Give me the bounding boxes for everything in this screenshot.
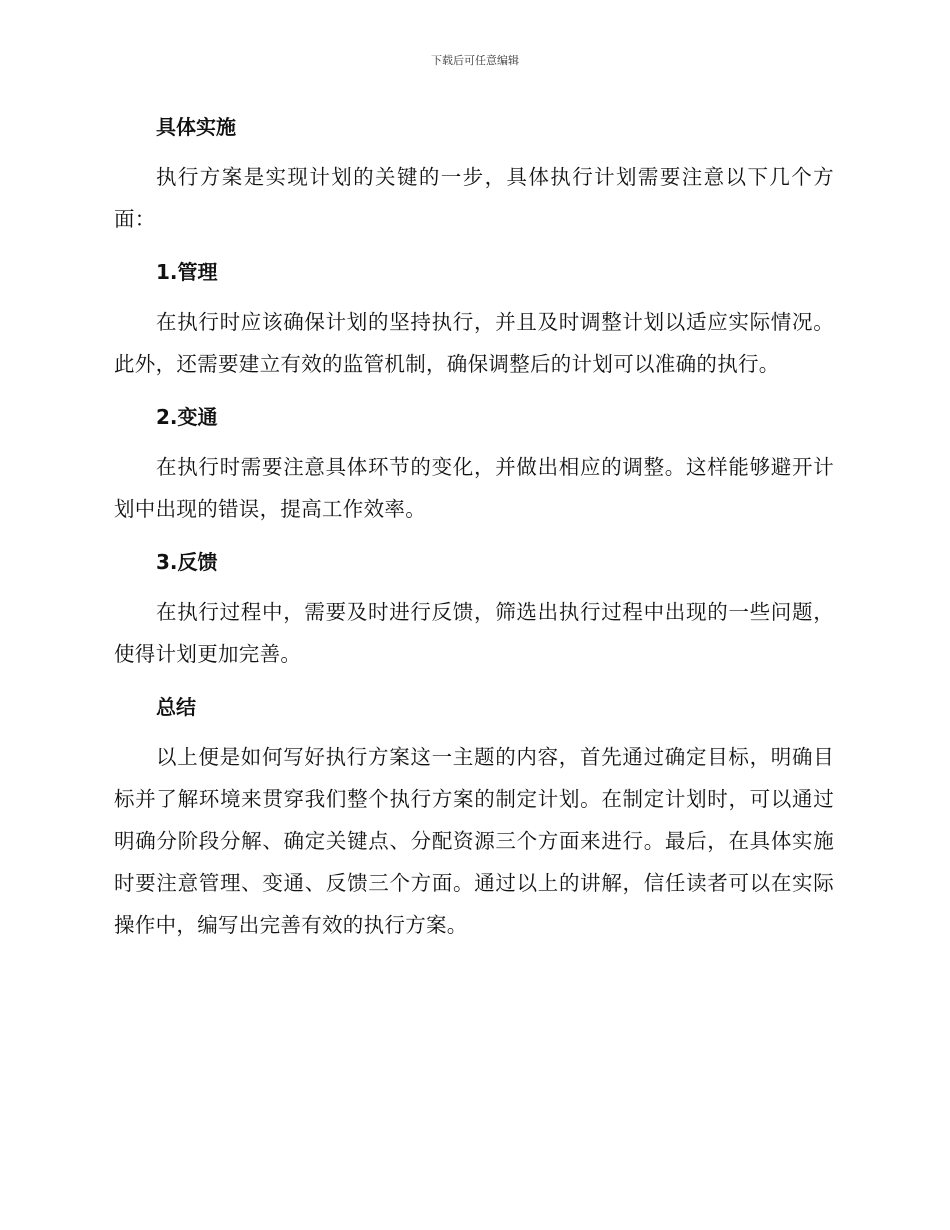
section-heading-management: 1.管理	[156, 260, 218, 284]
section-heading-flexibility: 2.变通	[156, 405, 218, 429]
paragraph-implementation-intro: 执行方案是实现计划的关键的一步，具体执行计划需要注意以下几个方面：	[114, 165, 834, 231]
document-body	[114, 106, 834, 957]
section-heading-feedback: 3.反馈	[156, 550, 218, 574]
paragraph-summary: 以上便是如何写好执行方案这一主题的内容，首先通过确定目标，明确目标并了解环境来贯穿我们整个执行方案的制定计划。在制定计划时，可以通过明确分阶段分解、确定关键点、分配资源三个方面来进行。最后，在具体实施时要注意管理、变通、反馈三个方面。通过以上的讲解，信任读者可以在实际操作中，编写出完善有效的执行方案。	[114, 745, 834, 937]
section-heading-implementation: 具体实施	[156, 115, 236, 139]
paragraph-feedback: 在执行过程中，需要及时进行反馈，筛选出执行过程中出现的一些问题，使得计划更加完善。	[114, 600, 834, 666]
section-heading-summary: 总结	[156, 695, 196, 719]
paragraph-flexibility: 在执行时需要注意具体环节的变化，并做出相应的调整。这样能够避开计划中出现的错误，提高工作效率。	[114, 455, 834, 521]
page-header: 下载后可任意编辑	[431, 54, 519, 67]
paragraph-management: 在执行时应该确保计划的坚持执行，并且及时调整计划以适应实际情况。此外，还需要建立有效的监管机制，确保调整后的计划可以准确的执行。	[114, 310, 834, 376]
